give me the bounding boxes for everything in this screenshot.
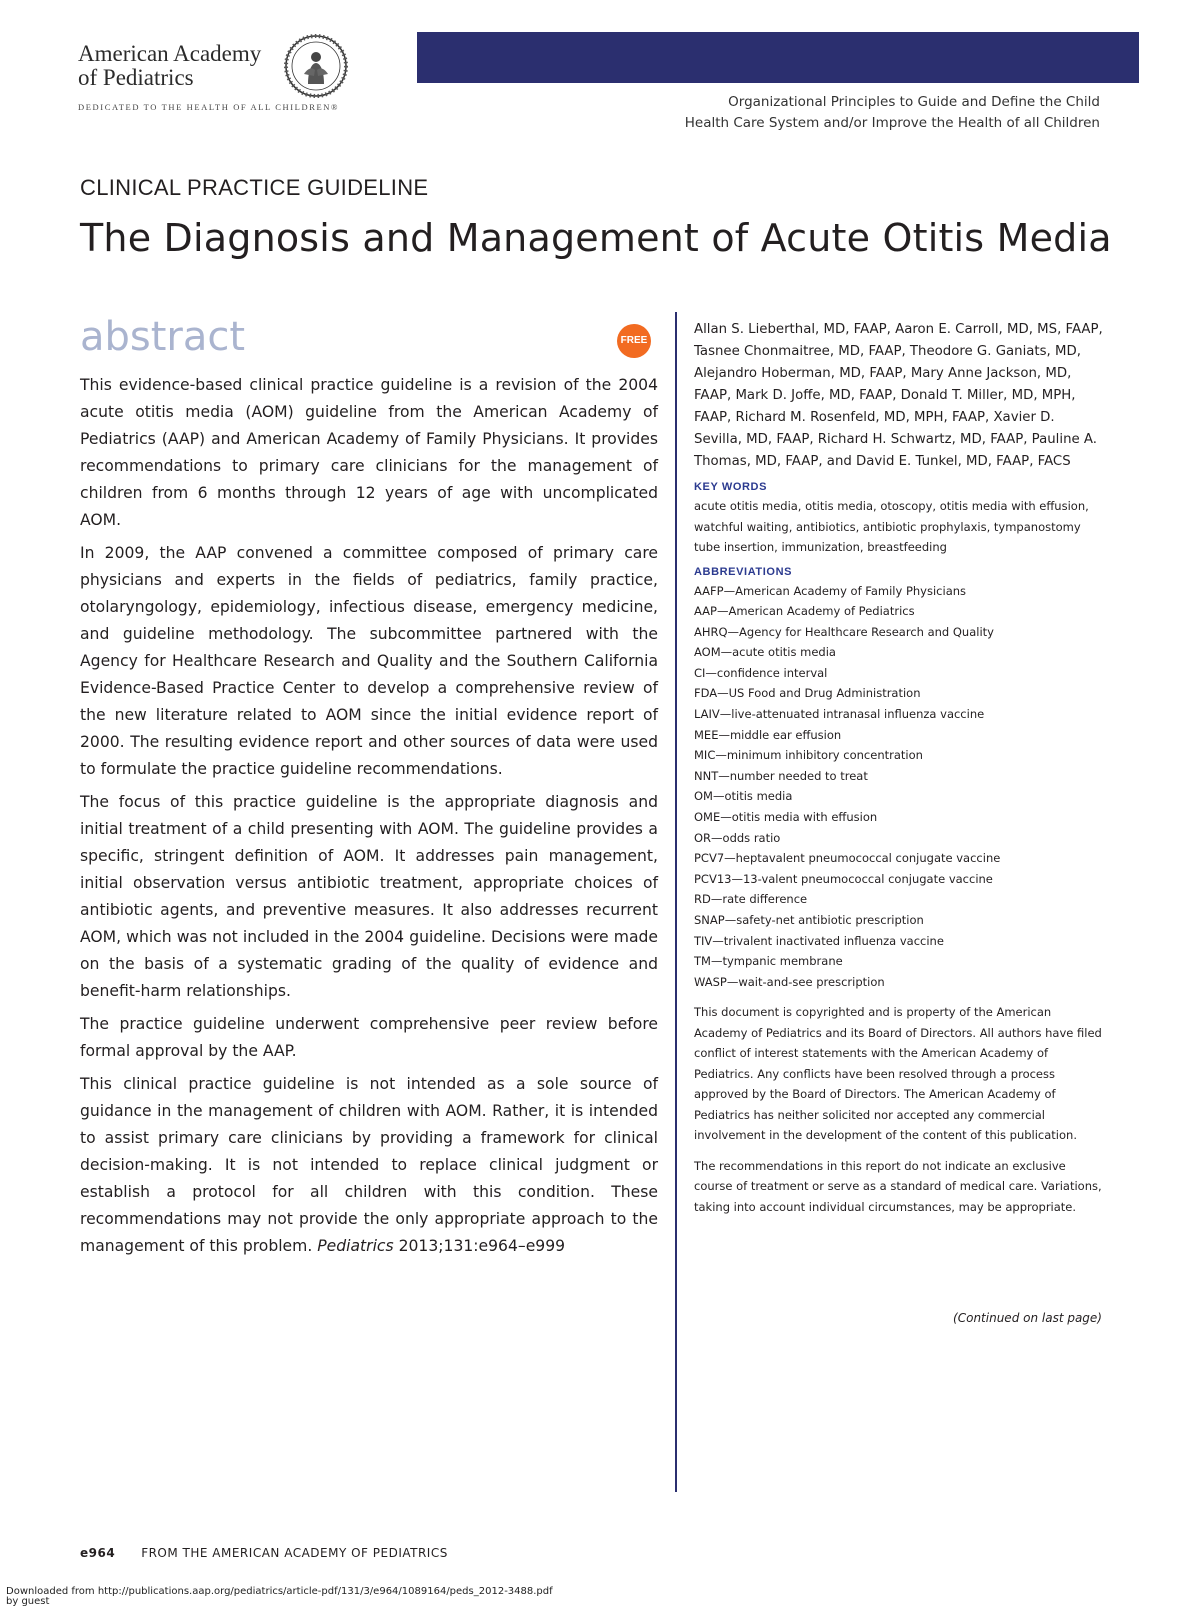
abbreviation-item: TM—tympanic membrane <box>694 954 843 969</box>
abstract-heading: abstract <box>80 314 246 360</box>
citation-journal: Pediatrics <box>317 1237 394 1255</box>
sidebar <box>694 319 1106 1217</box>
abbreviation-item: OM—otitis media <box>694 789 793 804</box>
citation-ref: 2013;131:e964–e999 <box>398 1237 566 1255</box>
aap-seal-icon <box>284 34 348 98</box>
abstract-paragraph: This evidence-based clinical practice guideline is a revision of the 2004 acute otitis media (AOM) guideline from the American Academy of Pediatrics (AAP) and American Academy of Family Physicians. It provides recommendations to primary care clinicians for the management of children from 6 months through 12 years of age with uncomplicated AOM. <box>80 376 658 529</box>
keywords: acute otitis media, otitis media, otoscopy, otitis media with effusion, watchful waiting, antibiotics, antibiotic prophylaxis, tympanostomy tube insertion, immunization, breastfeeding <box>694 499 1089 554</box>
org-name-line2: of Pediatrics <box>78 65 194 90</box>
org-tagline: DEDICATED TO THE HEALTH OF ALL CHILDREN® <box>78 102 340 112</box>
abstract-paragraph: In 2009, the AAP convened a committee composed of primary care physicians and experts in the fields of pediatrics, family practice, otolaryngology, epidemiology, infectious disease, emergency medicine, and guideline methodology. The subcommittee partnered with the Agency for Healthcare Research and Quality and the Southern California Evidence-Based Practice Center to develop a comprehensive review of the new literature related to AOM since the initial evidence report of 2000. The resulting evidence report and other sources of data were used to formulate the practice guideline recommendations. <box>80 544 658 778</box>
continued-note: (Continued on last page) <box>953 1311 1102 1325</box>
article-type: CLINICAL PRACTICE GUIDELINE <box>80 175 429 200</box>
abstract-last-text: This clinical practice guideline is not intended as a sole source of guidance in the management of children with AOM. Rather, it is intended to assist primary care clinicians by providing a framework for clinical decision-making. It is not intended to replace clinical judgment or establish a protocol for all children with this condition. These recommendations may not provide the only appropriate approach to the management of this problem. <box>80 1075 658 1255</box>
abbreviation-item: LAIV—live-attenuated intranasal influenza vaccine <box>694 707 985 722</box>
abbreviation-list <box>694 581 1106 993</box>
abbreviation-item: MEE—middle ear effusion <box>694 727 842 742</box>
abbreviation-item: PCV13—13-valent pneumococcal conjugate vaccine <box>694 871 993 886</box>
abbreviation-item: MIC—minimum inhibitory concentration <box>694 748 923 763</box>
page-footer <box>80 1546 448 1560</box>
abbreviation-item: NNT—number needed to treat <box>694 768 868 783</box>
abbreviation-item: WASP—wait-and-see prescription <box>694 974 885 989</box>
header-note <box>685 92 1100 134</box>
abbreviation-item: OR—odds ratio <box>694 830 781 845</box>
abstract-paragraph: The focus of this practice guideline is the appropriate diagnosis and initial treatment of a child presenting with AOM. The guideline provides a specific, stringent definition of AOM. It addresses pain management, initial observation versus antibiotic treatment, appropriate choices of antibiotic agents, and preventive measures. It also addresses recurrent AOM, which was not included in the 2004 guideline. Decisions were made on the basis of a systematic grading of the quality of evidence and benefit-harm relationships. <box>80 793 658 1000</box>
abbreviation-item: PCV7—heptavalent pneumococcal conjugate vaccine <box>694 851 1001 866</box>
org-name <box>78 42 261 90</box>
author-list: Allan S. Lieberthal, MD, FAAP, Aaron E. Carroll, MD, MS, FAAP, Tasnee Chonmaitree, MD, FAAP, Theodore G. Ganiats, MD, Alejandro Hoberman, MD, FAAP, Mary Anne Jackson, MD, FAAP, Mark D. Joffe, MD, FAAP, Donald T. Miller, MD, MPH, FAAP, Richard M. Rosenfeld, MD, MPH, FAAP, Xavier D. Sevilla, MD, FAAP, Richard H. Schwartz, MD, FAAP, Pauline A. Thomas, MD, FAAP, and David E. Tunkel, MD, FAAP, FACS <box>694 322 1103 469</box>
abstract-paragraph <box>80 1071 658 1260</box>
copyright-note: This document is copyrighted and is property of the American Academy of Pediatrics and its Board of Directors. All authors have filed conflict of interest statements with the American Academy of Pediatrics. Any conflicts have been resolved through a process approved by the Board of Directors. The American Academy of Pediatrics has neither solicited nor accepted any commercial involvement in the development of the content of this publication. <box>694 1005 1102 1143</box>
recommendation-note: The recommendations in this report do not indicate an exclusive course of treatment or serve as a standard of medical care. Variations, taking into account individual circumstances, may be appropriate. <box>694 1158 1102 1214</box>
abbreviations-heading: ABBREVIATIONS <box>694 565 793 578</box>
abbreviation-item: RD—rate difference <box>694 892 808 907</box>
abbreviation-item: AOM—acute otitis media <box>694 645 836 660</box>
keywords-heading: KEY WORDS <box>694 481 768 493</box>
abstract-body <box>80 372 658 1266</box>
column-divider <box>675 312 677 1492</box>
abbreviation-item: TIV—trivalent inactivated influenza vaccine <box>694 933 944 948</box>
header-note-line2: Health Care System and/or Improve the Health of all Children <box>684 115 1100 131</box>
abstract-paragraph: The practice guideline underwent comprehensive peer review before formal approval by the AAP. <box>80 1015 658 1060</box>
abbreviation-item: SNAP—safety-net antibiotic prescription <box>694 913 924 927</box>
org-name-line1: American Academy <box>78 41 262 66</box>
download-url[interactable]: Downloaded from http://publications.aap.org/pediatrics/article-pdf/131/3/e964/1089164/peds_2012-3488.pdf <box>6 1586 553 1597</box>
abbreviation-item: AHRQ—Agency for Healthcare Research and Quality <box>694 624 994 639</box>
abbreviation-item: AAP—American Academy of Pediatrics <box>694 604 915 619</box>
abbreviation-item: OME—otitis media with effusion <box>694 810 878 825</box>
abbreviation-item: FDA—US Food and Drug Administration <box>694 686 921 701</box>
footer-source: FROM THE AMERICAN ACADEMY OF PEDIATRICS <box>141 1546 448 1560</box>
aap-logo <box>78 42 368 120</box>
abbreviation-item: AAFP—American Academy of Family Physicians <box>694 583 967 598</box>
page-number: e964 <box>80 1546 116 1560</box>
header-note-line1: Organizational Principles to Guide and Define the Child <box>728 94 1100 110</box>
download-note <box>6 1587 553 1607</box>
abbreviation-item: CI—confidence interval <box>694 665 828 680</box>
header-bar <box>417 32 1139 83</box>
free-badge: FREE <box>617 324 651 358</box>
download-by: by guest <box>6 1596 50 1607</box>
article-title: The Diagnosis and Management of Acute Otitis Media <box>80 216 1112 260</box>
